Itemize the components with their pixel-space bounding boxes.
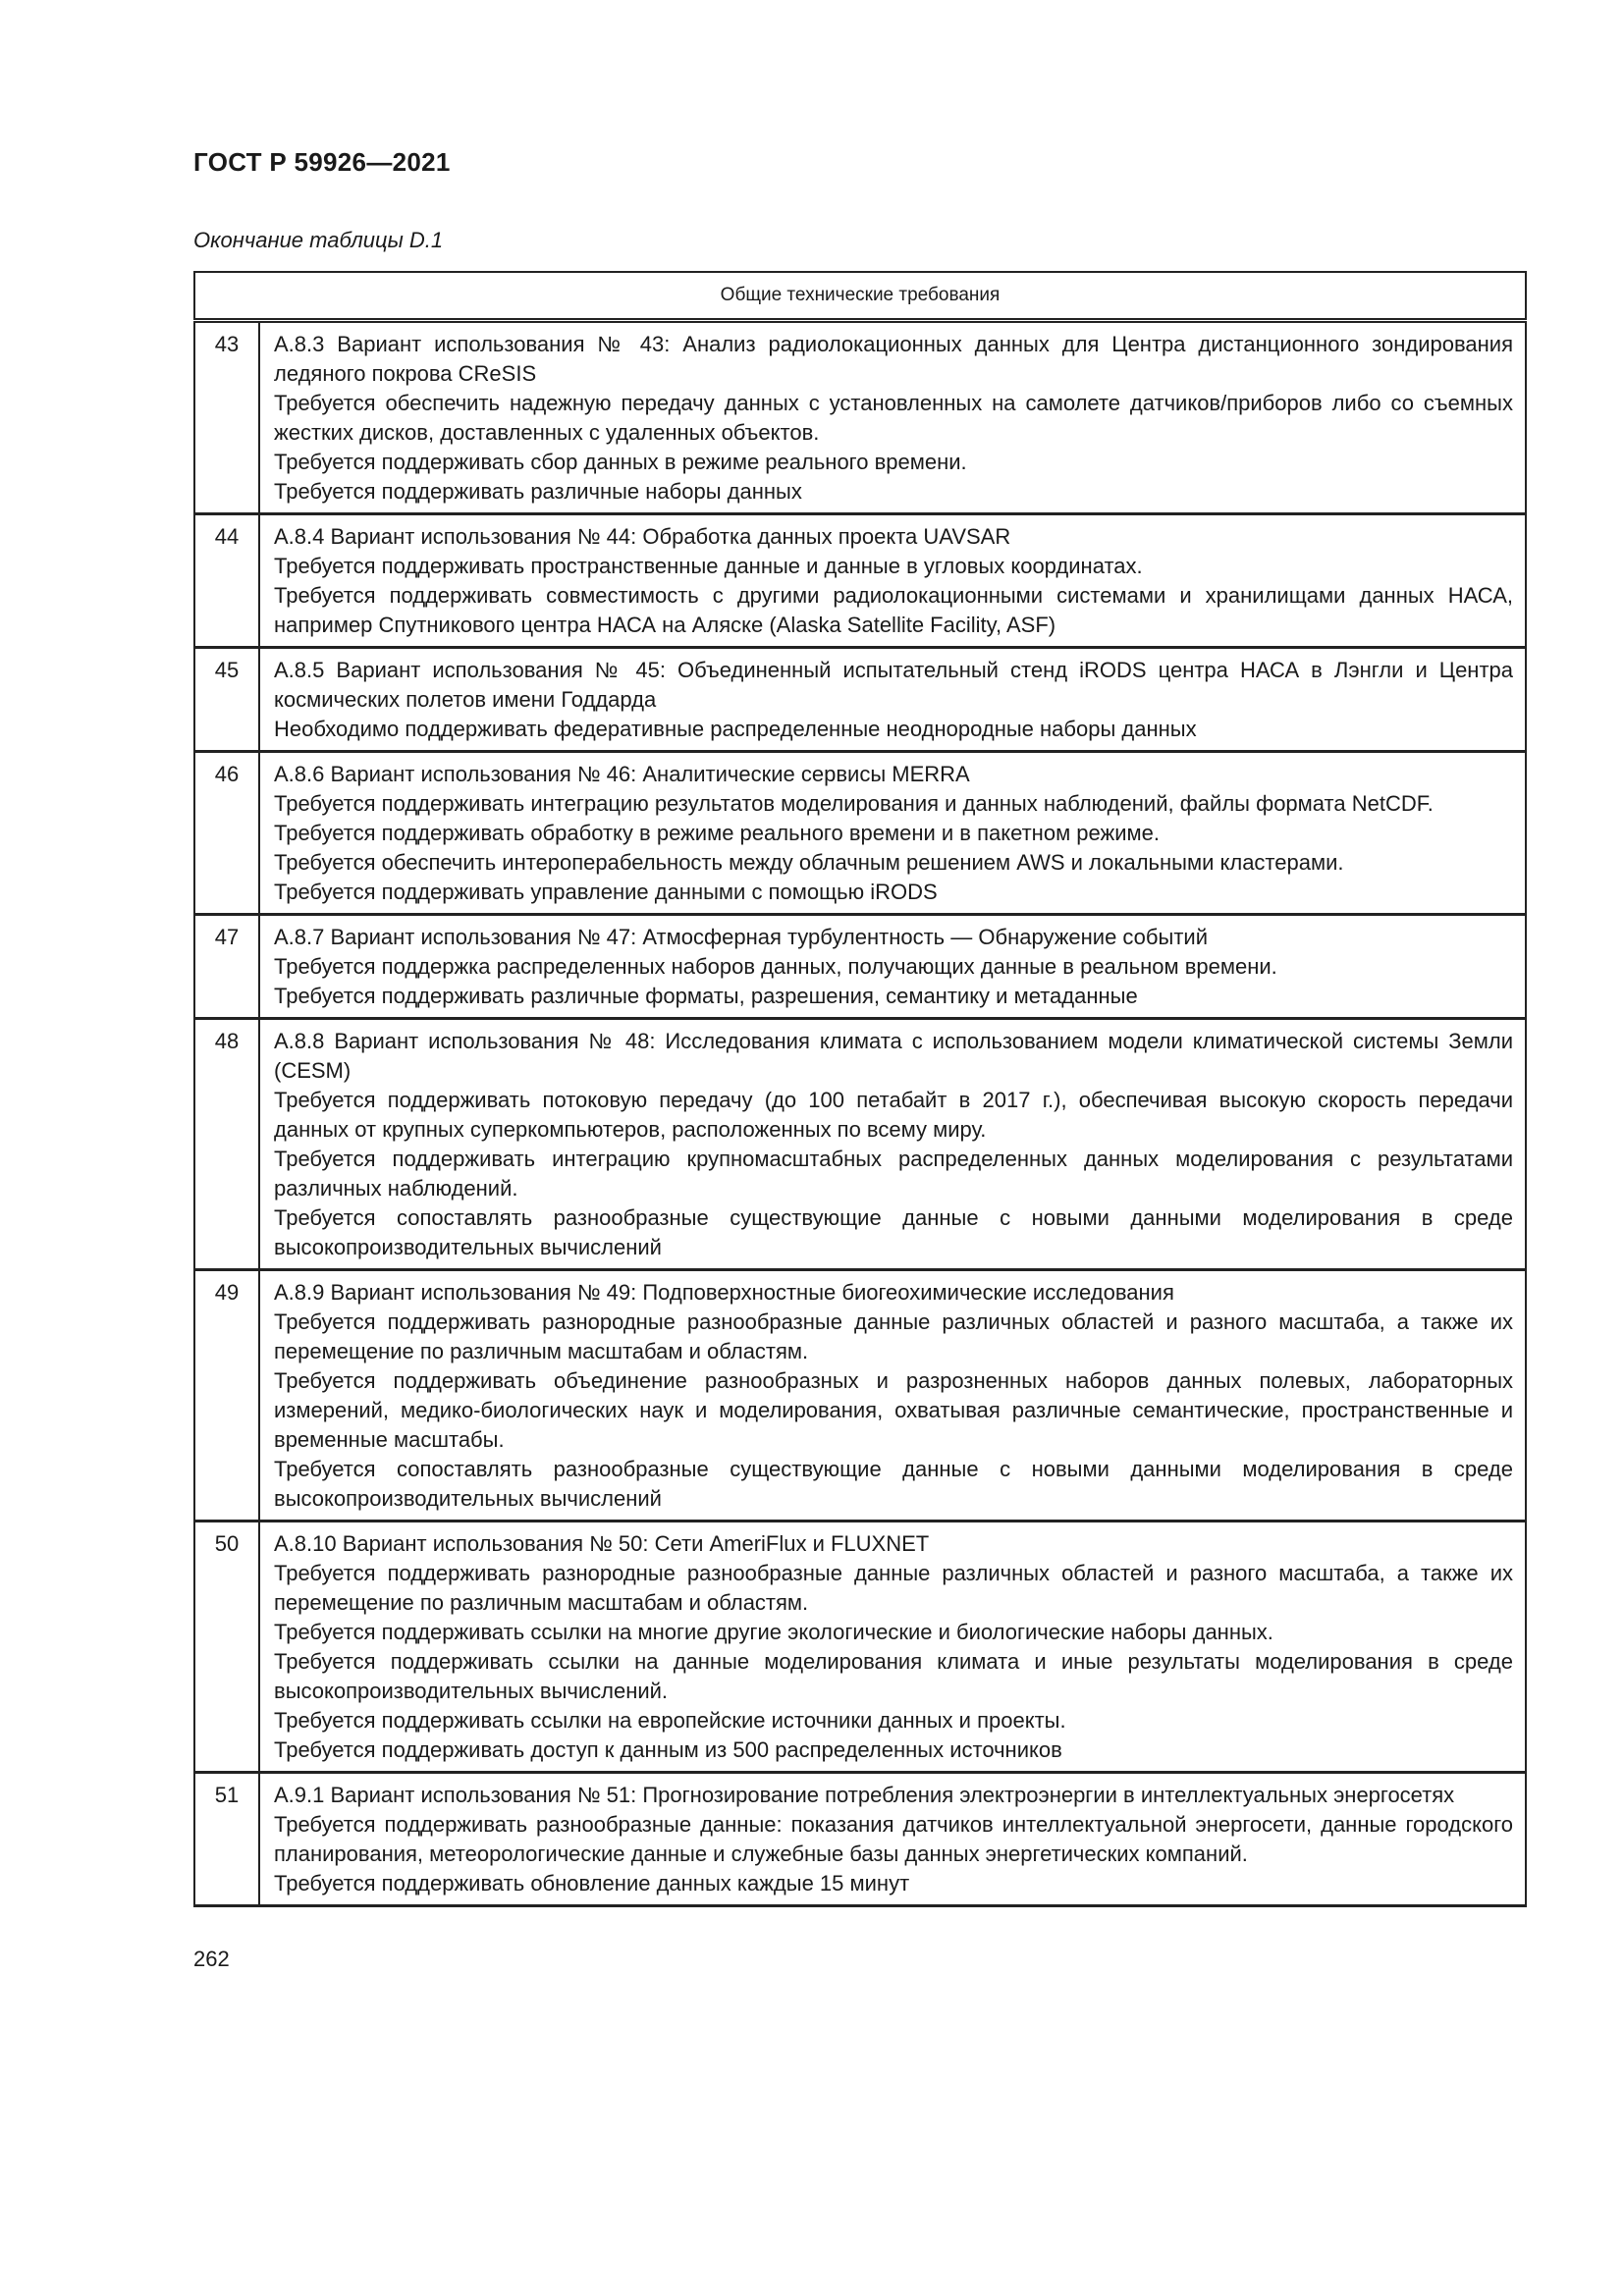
requirement-text [259,1019,1526,1270]
column-header: Общие технические требования [194,272,1526,321]
table-row [194,1522,1526,1773]
row-number: 50 [194,1522,259,1773]
use-case-title: A.8.6 Вариант использования № 46: Аналитические сервисы MERRA [274,762,970,786]
requirement-line: Требуется поддерживать различные форматы, разрешения, семантику и метаданные [274,984,1138,1008]
use-case-title: A.8.4 Вариант использования № 44: Обработка данных проекта UAVSAR [274,524,1011,549]
use-case-title: A.8.10 Вариант использования № 50: Сети AmeriFlux и FLUXNET [274,1531,930,1556]
row-number: 45 [194,648,259,752]
row-number: 51 [194,1773,259,1906]
row-number: 47 [194,915,259,1019]
requirement-text [259,915,1526,1019]
requirements-table [193,271,1527,1907]
use-case-title: A.8.5 Вариант использования № 45: Объединенный испытательный стенд iRODS центра НАСА в Лэнгли и Центра космических полетов имени Годдарда [274,658,1513,712]
row-number: 44 [194,514,259,648]
requirement-text [259,1773,1526,1906]
table-row [194,514,1526,648]
requirement-text [259,1270,1526,1522]
requirement-text [259,1522,1526,1773]
requirement-line: Требуется поддерживать пространственные данные и данные в угловых координатах. [274,554,1143,578]
requirement-line: Требуется поддерживать обновление данных каждые 15 минут [274,1871,910,1896]
table-row [194,1019,1526,1270]
requirement-line: Требуется поддерживать разнородные разнообразные данные различных областей и разного масштаба, а также их перемещение по различным масштабам и областям. [274,1561,1513,1615]
use-case-title: A.8.3 Вариант использования № 43: Анализ радиолокационных данных для Центра дистанционного зондирования ледяного покрова CReSIS [274,332,1513,386]
table-row [194,648,1526,752]
use-case-title: A.8.9 Вариант использования № 49: Подповерхностные биогеохимические исследования [274,1280,1174,1305]
requirement-line: Необходимо поддерживать федеративные распределенные неоднородные наборы данных [274,717,1197,741]
table-row [194,915,1526,1019]
requirement-line: Требуется поддерживать разнородные разнообразные данные различных областей и разного масштаба, а также их перемещение по различным масштабам и областям. [274,1309,1513,1363]
table-row [194,1773,1526,1906]
table-header-row [194,272,1526,321]
requirement-line: Требуется поддерживать различные наборы данных [274,479,802,504]
use-case-title: A.8.7 Вариант использования № 47: Атмосферная турбулентность — Обнаружение событий [274,925,1208,949]
page-number: 262 [193,1947,230,1971]
requirement-line: Требуется поддерживать сбор данных в режиме реального времени. [274,450,967,474]
requirement-line: Требуется сопоставлять разнообразные существующие данные с новыми данными моделирования в среде высокопроизводительных вычислений [274,1205,1513,1259]
requirement-text [259,648,1526,752]
document-code: ГОСТ Р 59926—2021 [193,147,451,177]
use-case-title: A.8.8 Вариант использования № 48: Исследования климата с использованием модели климатической системы Земли (CESM) [274,1029,1513,1083]
requirement-line: Требуется поддерживать ссылки на многие другие экологические и биологические наборы данных. [274,1620,1273,1644]
requirement-line: Требуется поддерживать управление данными с помощью iRODS [274,880,938,904]
requirement-line: Требуется поддерживать ссылки на данные моделирования климата и иные результаты моделирования в среде высокопроизводительных вычислений. [274,1649,1513,1703]
requirement-text [259,514,1526,648]
requirement-text [259,752,1526,915]
requirement-line: Требуется сопоставлять разнообразные существующие данные с новыми данными моделирования в среде высокопроизводительных вычислений [274,1457,1513,1511]
table-caption: Окончание таблицы D.1 [193,228,444,252]
requirement-line: Требуется поддерживать интеграцию крупномасштабных распределенных данных моделирования с результатами различных наблюдений. [274,1147,1513,1201]
requirement-line: Требуется поддерживать потоковую передачу (до 100 петабайт в 2017 г.), обеспечивая высокую скорость передачи данных от крупных суперкомпьютеров, расположенных по всему миру. [274,1088,1513,1142]
requirement-line: Требуется поддерживать интеграцию результатов моделирования и данных наблюдений, файлы формата NetCDF. [274,791,1434,816]
requirement-line: Требуется обеспечить надежную передачу данных с установленных на самолете датчиков/приборов либо со съемных жестких дисков, доставленных с удаленных объектов. [274,391,1513,445]
requirement-line: Требуется поддерживать обработку в режиме реального времени и в пакетном режиме. [274,821,1161,845]
requirement-text [259,321,1526,514]
requirement-line: Требуется поддерживать доступ к данным из 500 распределенных источников [274,1737,1062,1762]
requirement-line: Требуется поддержка распределенных наборов данных, получающих данные в реальном времени. [274,954,1277,979]
row-number: 43 [194,321,259,514]
table-row [194,321,1526,514]
requirement-line: Требуется поддерживать совместимость с другими радиолокационными системами и хранилищами данных НАСА, например Спутникового центра НАСА на Аляске (Alaska Satellite Facility, ASF) [274,583,1513,637]
row-number: 49 [194,1270,259,1522]
table-row [194,752,1526,915]
requirement-line: Требуется обеспечить интероперабельность между облачным решением AWS и локальными кластерами. [274,850,1344,875]
use-case-title: A.9.1 Вариант использования № 51: Прогнозирование потребления электроэнергии в интеллектуальных энергосетях [274,1783,1455,1807]
requirement-line: Требуется поддерживать объединение разнообразных и разрозненных наборов данных полевых, лабораторных измерений, медико-биологических наук и моделирования, охватывая различные семантические, пространственные и временные масштабы. [274,1368,1513,1452]
requirement-line: Требуется поддерживать ссылки на европейские источники данных и проекты. [274,1708,1066,1733]
table-body [194,321,1526,1906]
table-row [194,1270,1526,1522]
row-number: 48 [194,1019,259,1270]
requirement-line: Требуется поддерживать разнообразные данные: показания датчиков интеллектуальной энергосети, данные городского планирования, метеорологические данные и служебные базы данных энергетических компаний. [274,1812,1513,1866]
row-number: 46 [194,752,259,915]
